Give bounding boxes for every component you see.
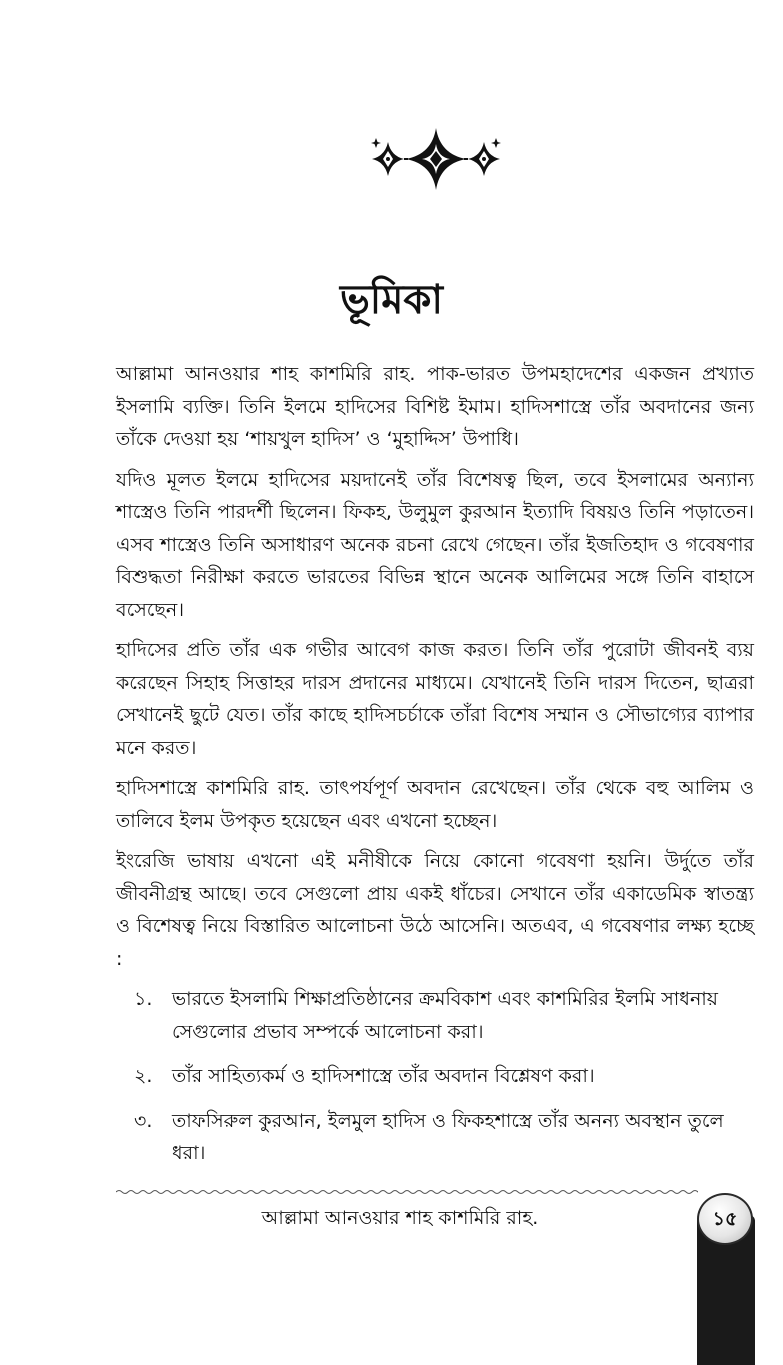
- paragraph: যদিও মূলত ইলমে হাদিসের ময়দানেই তাঁর বিশেষত্ব ছিল, তবে ইসলামের অন্যান্য শাস্ত্রেও তিনি পারদর্শী ছিলেন। ফিকহ, উলুমুল কুরআন ইত্যাদি বিষয়ও তিনি পড়াতেন। এসব শাস্ত্রেও তিনি অসাধারণ অনেক রচনা রেখে গেছেন। তাঁর ইজতিহাদ ও গবেষণার বিশুদ্ধতা নিরীক্ষা করতে ভারতের বিভিন্ন স্থানে অনেক আলিমের সঙ্গে তিনি বাহাসে বসেছেন।: [116, 468, 754, 621]
- running-head: আল্লামা আনওয়ার শাহ কাশমিরি রাহ.: [261, 1207, 539, 1229]
- list-item: [116, 1060, 754, 1093]
- paragraph: ইংরেজি ভাষায় এখনো এই মনীষীকে নিয়ে কোনো গবেষণা হয়নি। উর্দুতে তাঁর জীবনীগ্রন্থ আছে। তবে সেগুলো প্রায় একই ধাঁচের। সেখানে তাঁর একাডেমিক স্বাতন্ত্র্য ও বিশেষত্ব নিয়ে বিস্তারিত আলোচনা উঠে আসেনি। অতএব, এ গবেষণার লক্ষ্য হচ্ছে :: [116, 850, 754, 970]
- page-number: ১৫: [697, 1193, 753, 1245]
- body-text: [116, 358, 754, 1182]
- chapter-title: ভূমিকা: [339, 277, 444, 323]
- paragraph: হাদিসশাস্ত্রে কাশমিরি রাহ. তাৎপর্যপূর্ণ অবদান রেখেছেন। তাঁর থেকে বহু আলিম ও তালিবে ইলম উপকৃত হয়েছেন এবং এখনো হচ্ছেন।: [116, 777, 754, 832]
- objectives-list: [116, 983, 754, 1170]
- list-number: ১.: [134, 988, 153, 1010]
- list-text: তাফসিরুল কুরআন, ইলমুল হাদিস ও ফিকহশাস্ত্রে তাঁর অনন্য অবস্থান তুলে ধরা।: [172, 1109, 724, 1164]
- list-item: [116, 1105, 754, 1170]
- footer-divider: [116, 1189, 698, 1195]
- list-text: তাঁর সাহিত্যকর্ম ও হাদিসশাস্ত্রে তাঁর অবদান বিশ্লেষণ করা।: [172, 1065, 595, 1087]
- ornament-icon: [368, 126, 504, 192]
- list-number: ২.: [134, 1065, 153, 1087]
- list-item: [116, 983, 754, 1048]
- list-number: ৩.: [134, 1109, 153, 1132]
- paragraph: হাদিসের প্রতি তাঁর এক গভীর আবেগ কাজ করত। তিনি তাঁর পুরোটা জীবনই ব্যয় করেছেন সিহাহ সিত্তাহর দারস প্রদানের মাধ্যমে। যেখানেই তিনি দারস দিতেন, ছাত্ররা সেখানেই ছুটে যেত। তাঁর কাছে হাদিসচর্চাকে তাঁরা বিশেষ সম্মান ও সৌভাগ্যের ব্যাপার মনে করত।: [116, 639, 754, 759]
- list-text: ভারতে ইসলামি শিক্ষাপ্রতিষ্ঠানের ক্রমবিকাশ এবং কাশমিরির ইলমি সাধনায় সেগুলোর প্রভাব সম্পর্কে আলোচনা করা।: [172, 988, 718, 1043]
- paragraph: আল্লামা আনওয়ার শাহ কাশমিরি রাহ. পাক-ভারত উপমহাদেশের একজন প্রখ্যাত ইসলামি ব্যক্তি। তিনি ইলমে হাদিসের বিশিষ্ট ইমাম। হাদিসশাস্ত্রে তাঁর অবদানের জন্য তাঁকে দেওয়া হয় ‘শায়খুল হাদিস’ ও ‘মুহাদ্দিস’ উপাধি।: [116, 363, 754, 450]
